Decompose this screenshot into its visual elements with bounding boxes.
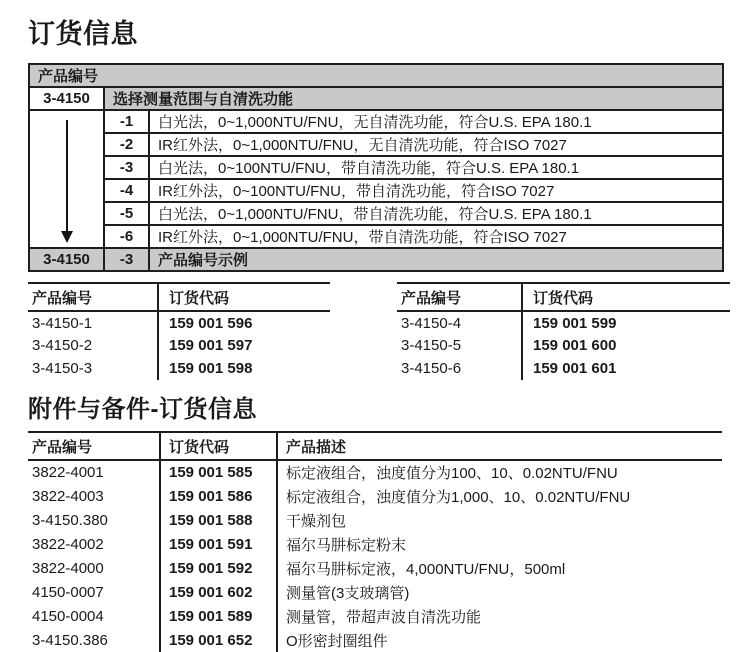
product-number-cell: 3822-4000 (28, 556, 160, 580)
table-row (397, 357, 730, 380)
table-row (28, 460, 722, 484)
order-code-cell: 159 001 598 (169, 360, 253, 377)
table-header-row (397, 283, 730, 311)
product-number-cell: 3-4150.386 (28, 628, 160, 652)
description-cell: 福尔马肼标定液，4,000NTU/FNU，500ml (286, 560, 566, 578)
option-row (29, 156, 723, 179)
description-cell: 测量管，带超声波自清洗功能 (286, 608, 482, 626)
model-selection-table (28, 63, 724, 272)
order-code-cell: 159 001 597 (169, 337, 253, 354)
option-description: 白光法，0~1,000NTU/FNU，无自清洗功能，符合U.S. EPA 180.1 (149, 110, 723, 133)
table-row (28, 334, 330, 357)
product-number-cell: 3822-4001 (28, 460, 160, 484)
selection-header-row (29, 64, 723, 87)
example-label-cell: 产品编号示例 (149, 248, 723, 271)
option-description: IR红外法，0~1,000NTU/FNU，无自清洗功能，符合ISO 7027 (149, 133, 723, 156)
order-code-header: 订货代码 (160, 432, 277, 460)
table-row (397, 311, 730, 334)
table-row (28, 357, 330, 380)
accessories-section-title: 附件与备件-订货信息 (28, 396, 257, 423)
product-description-header: 产品描述 (277, 432, 722, 460)
order-code-cell: 159 001 592 (160, 556, 277, 580)
description-cell: 标定液组合，浊度值分为100、10、0.02NTU/FNU (286, 465, 618, 482)
option-description: 白光法，0~1,000NTU/FNU，带自清洗功能，符合U.S. EPA 180.1 (149, 202, 723, 225)
order-code-cell: 159 001 586 (160, 484, 277, 508)
product-number-header: 产品编号 (397, 283, 522, 311)
order-codes-table-right (397, 282, 730, 380)
description-cell: 标定液组合，浊度值分为1,000、10、0.02NTU/FNU (286, 488, 631, 506)
product-number-header: 产品编号 (28, 283, 158, 311)
order-code-cell: 159 001 652 (160, 628, 277, 652)
option-suffix: -2 (104, 133, 149, 156)
description-cell: O形密封圈组件 (286, 632, 388, 650)
option-row (29, 133, 723, 156)
order-code-cell: 159 001 588 (160, 508, 277, 532)
example-suffix-cell: -3 (104, 248, 149, 271)
selection-subheader-cell: 选择测量范围与自清洗功能 (104, 87, 723, 110)
description-cell: 测量管(3支玻璃管) (286, 584, 410, 602)
option-suffix: -1 (104, 110, 149, 133)
table-row (28, 604, 722, 628)
arrow-down-icon (30, 116, 103, 243)
model-span-cell (29, 110, 104, 248)
option-suffix: -5 (104, 202, 149, 225)
description-cell: 干燥剂包 (286, 512, 347, 530)
order-code-cell: 159 001 602 (160, 580, 277, 604)
option-row (29, 179, 723, 202)
product-number-cell: 3-4150-6 (397, 357, 522, 380)
product-number-cell: 3822-4003 (28, 484, 160, 508)
option-row (29, 225, 723, 248)
column-gap (330, 282, 397, 380)
order-codes-table-left (28, 282, 330, 380)
table-row (28, 532, 722, 556)
order-code-cell: 159 001 599 (533, 314, 617, 332)
option-row (29, 202, 723, 225)
table-row (28, 580, 722, 604)
option-description: IR红外法，0~1,000NTU/FNU，带自清洗功能，符合ISO 7027 (149, 225, 723, 248)
product-number-header: 产品编号 (28, 432, 160, 460)
option-description: 白光法，0~100NTU/FNU，带自清洗功能，符合U.S. EPA 180.1 (149, 156, 723, 179)
example-row (29, 248, 723, 271)
option-description: IR红外法，0~100NTU/FNU，带自清洗功能，符合ISO 7027 (149, 179, 723, 202)
product-number-cell: 3-4150-2 (28, 334, 158, 357)
table-row (28, 311, 330, 334)
option-suffix: -6 (104, 225, 149, 248)
table-header-row (28, 283, 330, 311)
order-code-cell: 159 001 600 (533, 337, 617, 354)
option-suffix: -4 (104, 179, 149, 202)
order-code-header: 订货代码 (158, 283, 330, 311)
order-code-cell: 159 001 591 (160, 532, 277, 556)
product-number-cell: 3-4150-4 (397, 311, 522, 334)
example-model-cell: 3-4150 (29, 248, 104, 271)
product-number-cell: 3-4150-5 (397, 334, 522, 357)
product-number-cell: 4150-0004 (28, 604, 160, 628)
product-number-cell: 4150-0007 (28, 580, 160, 604)
product-number-header: 产品编号 (29, 64, 723, 87)
option-row (29, 110, 723, 133)
order-code-cell: 159 001 585 (160, 460, 277, 484)
accessories-table (28, 431, 722, 652)
table-row (28, 484, 722, 508)
base-model-cell: 3-4150 (29, 87, 104, 110)
product-number-cell: 3-4150-3 (28, 357, 158, 380)
order-code-cell: 159 001 589 (160, 604, 277, 628)
table-row (28, 628, 722, 652)
order-code-cell: 159 001 596 (169, 314, 253, 332)
table-row (397, 334, 730, 357)
selection-subheader-row (29, 87, 723, 110)
order-code-cell: 159 001 601 (533, 360, 617, 377)
description-cell: 福尔马肼标定粉末 (286, 536, 407, 554)
page-title: 订货信息 (28, 19, 138, 49)
product-number-cell: 3-4150.380 (28, 508, 160, 532)
table-header-row (28, 432, 722, 460)
table-row (28, 556, 722, 580)
product-number-cell: 3-4150-1 (28, 311, 158, 334)
product-number-cell: 3822-4002 (28, 532, 160, 556)
order-code-header: 订货代码 (522, 283, 730, 311)
order-codes-section (28, 282, 722, 380)
option-suffix: -3 (104, 156, 149, 179)
table-row (28, 508, 722, 532)
